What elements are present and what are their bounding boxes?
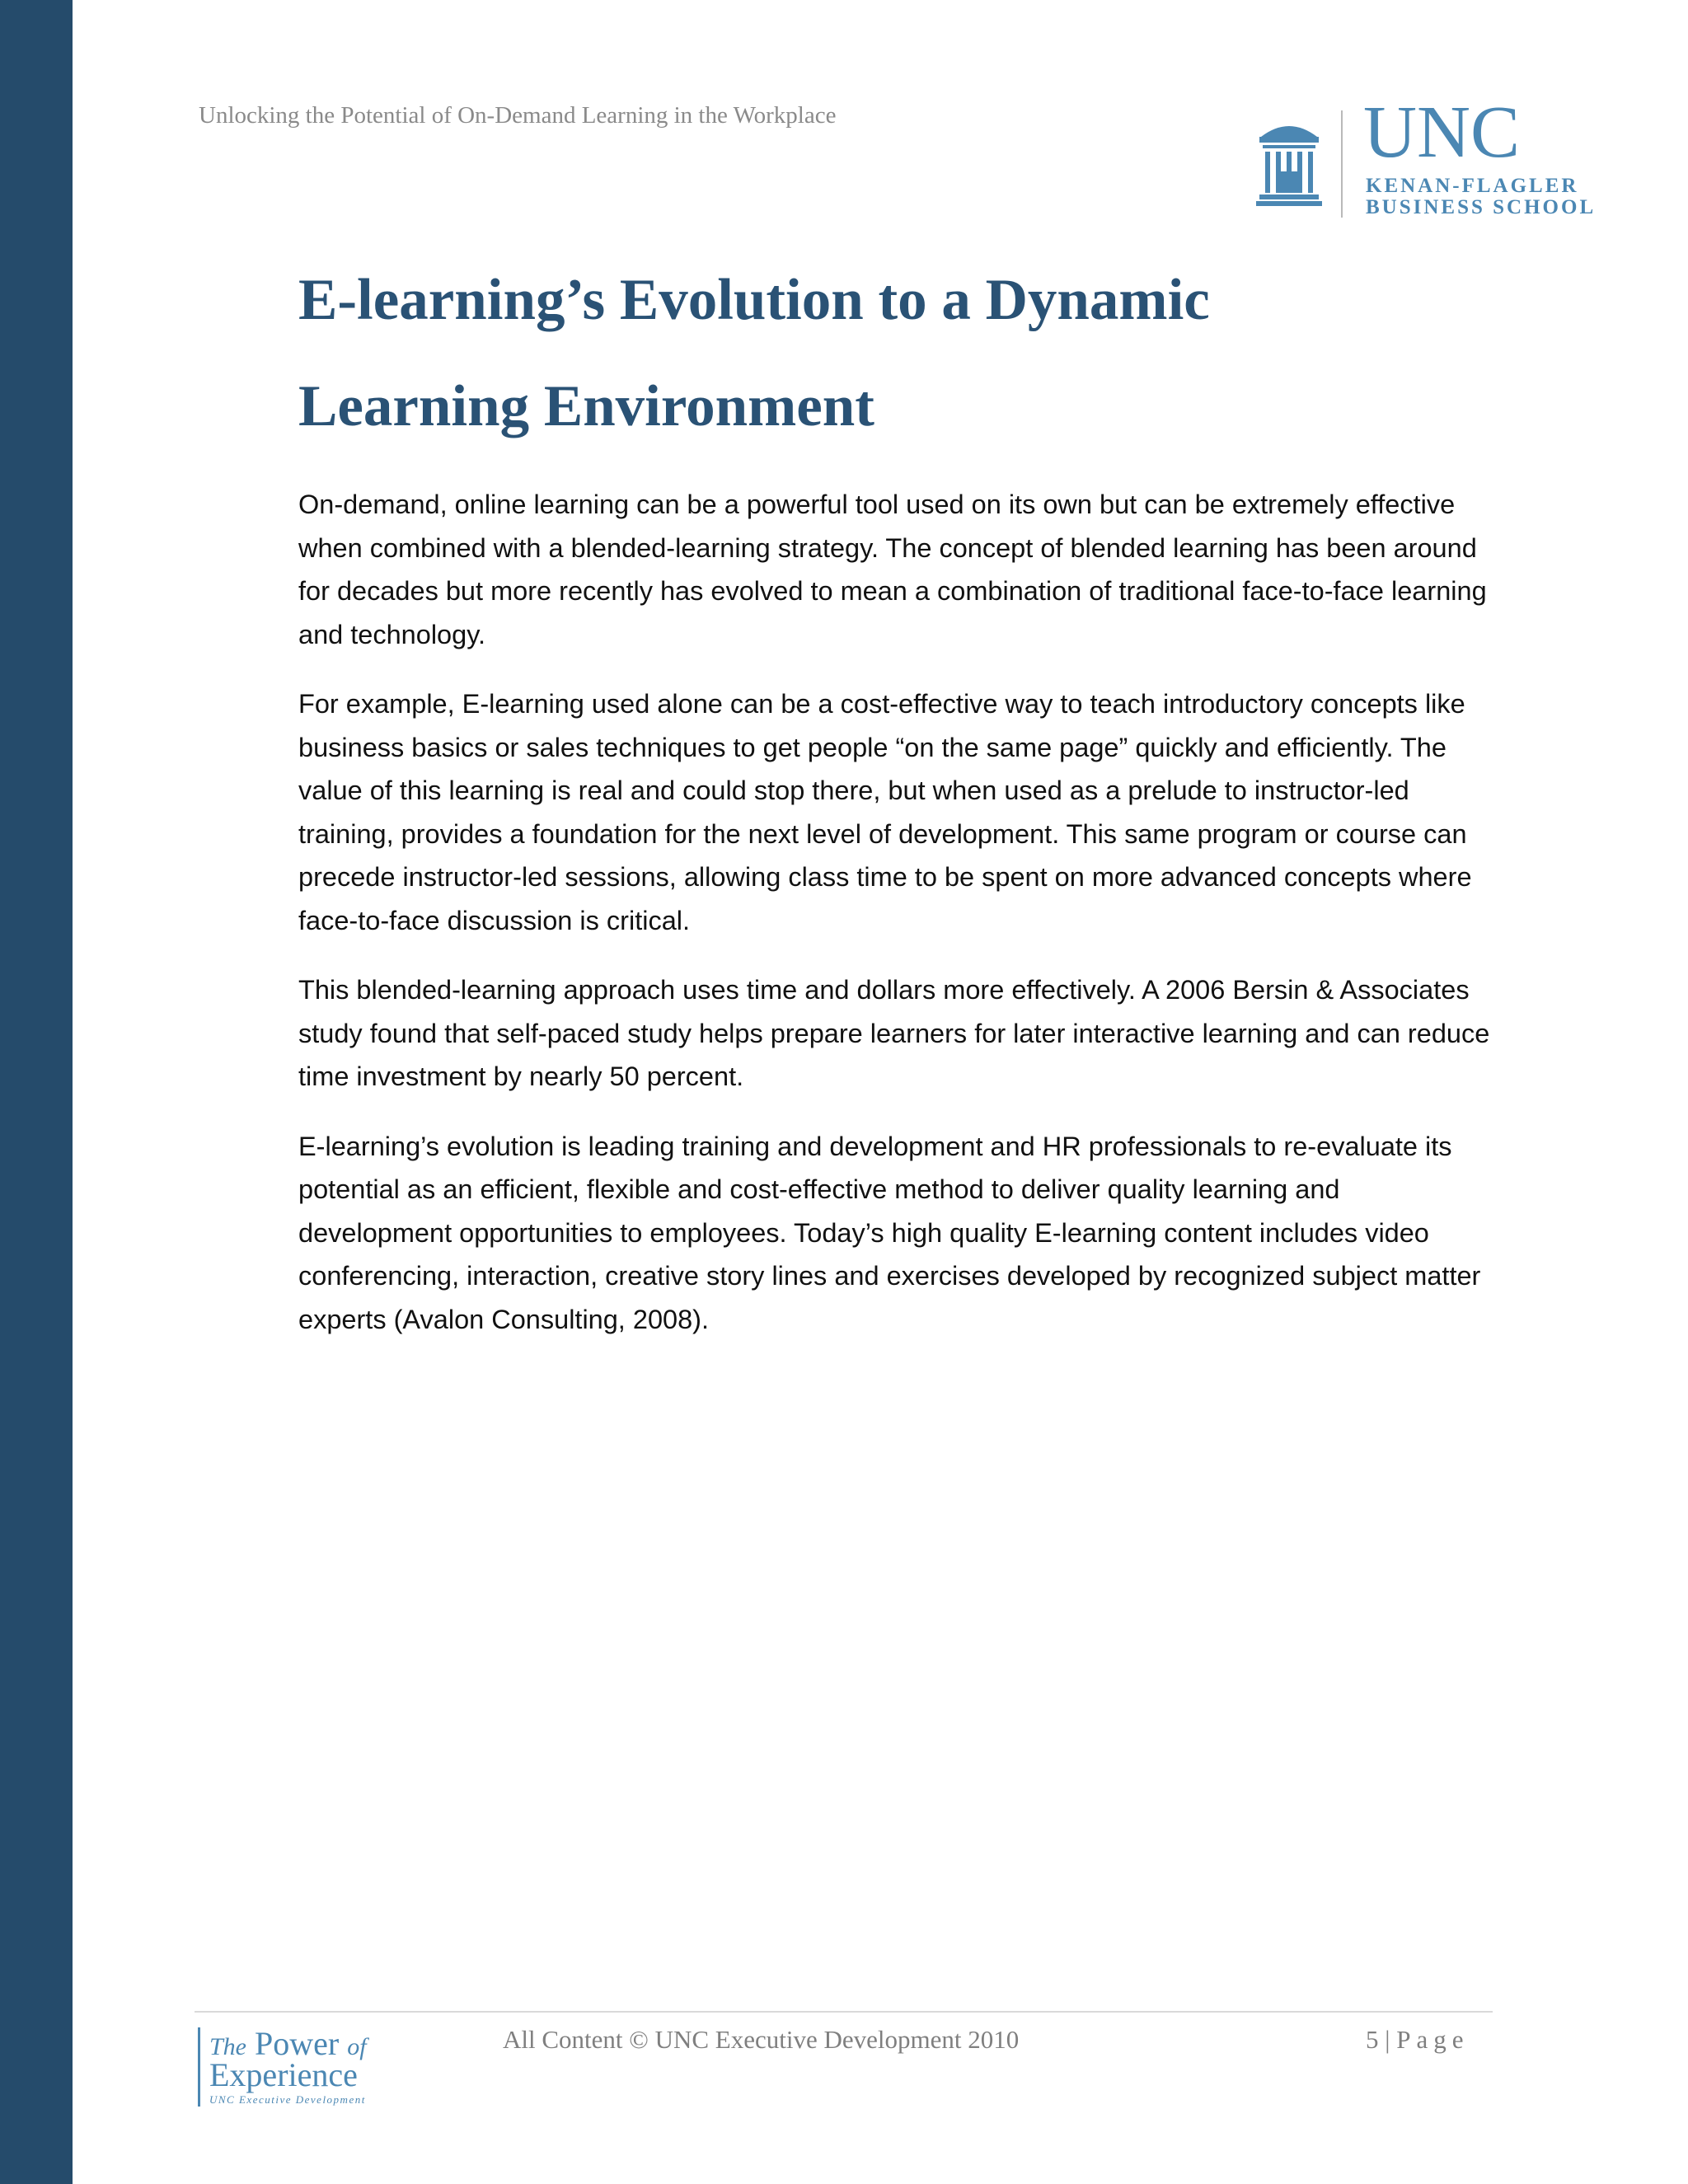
page-label: Page: [1396, 2025, 1470, 2054]
page-number-value: 5: [1366, 2025, 1379, 2054]
footer-logo-tagline: UNC Executive Development: [209, 2093, 366, 2106]
footer-logo-experience: Experience: [209, 2056, 358, 2093]
page-title: [298, 247, 1535, 460]
logo-school-line2: BUSINESS SCHOOL: [1366, 196, 1597, 218]
page-title-line1: E-learning’s Evolution to a Dynamic: [298, 268, 1210, 332]
logo-school-line1: KENAN-FLAGLER: [1366, 175, 1579, 197]
logo-divider: [1341, 110, 1343, 218]
old-well-icon: [1256, 114, 1322, 206]
running-header: Unlocking the Potential of On-Demand Learning in the Workplace: [199, 102, 837, 129]
article-body: [298, 483, 1493, 1367]
logo-unc-text: UNC: [1363, 91, 1521, 173]
footer-logo-power: Power: [255, 2025, 340, 2062]
body-paragraph: On-demand, online learning can be a powerful tool used on its own but can be extremely effective when combined with a blended-learning strategy. The concept of blended learning has been around for decades but more recently has evolved to mean a combination of traditional face-to-face learning and technology.: [298, 490, 1487, 649]
power-of-experience-logo: [198, 2027, 396, 2110]
page-title-line2: Learning Environment: [298, 374, 874, 438]
footer-logo-the: The: [209, 2033, 246, 2060]
body-paragraph: This blended-learning approach uses time and dollars more effectively. A 2006 Bersin & Associates study found that self-paced study helps prepare learners for later interactive learning and can reduce time investment by nearly 50 percent.: [298, 975, 1490, 1091]
footer-logo-accent: [198, 2027, 200, 2107]
footer-divider: [195, 2011, 1493, 2013]
page-number-separator: |: [1385, 2025, 1390, 2054]
body-paragraph: E-learning’s evolution is leading training and development and HR professionals to re-evaluate its potential as an efficient, flexible and cost-effective method to deliver quality learning and development opportunities to employees. Today’s high quality E-learning content includes video conferencing, interaction, creative story lines and exercises developed by recognized subject matter experts (Avalon Consulting, 2008).: [298, 1131, 1481, 1334]
left-accent-bar: [0, 0, 73, 2184]
footer-logo-of: of: [347, 2033, 367, 2060]
unc-kenan-flagler-logo: [1256, 91, 1627, 223]
body-paragraph: For example, E-learning used alone can be a cost-effective way to teach introductory concepts like business basics or sales techniques to get people “on the same page” quickly and efficiently. The value of this learning is real and could stop there, but when used as a prelude to instructor-led training, provides a foundation for the next level of development. This same program or course can precede instructor-led sessions, allowing class time to be spent on more advanced concepts where face-to-face discussion is critical.: [298, 689, 1472, 935]
page-number: [1366, 2025, 1469, 2055]
footer-copyright: All Content © UNC Executive Development 2010: [503, 2025, 1020, 2054]
